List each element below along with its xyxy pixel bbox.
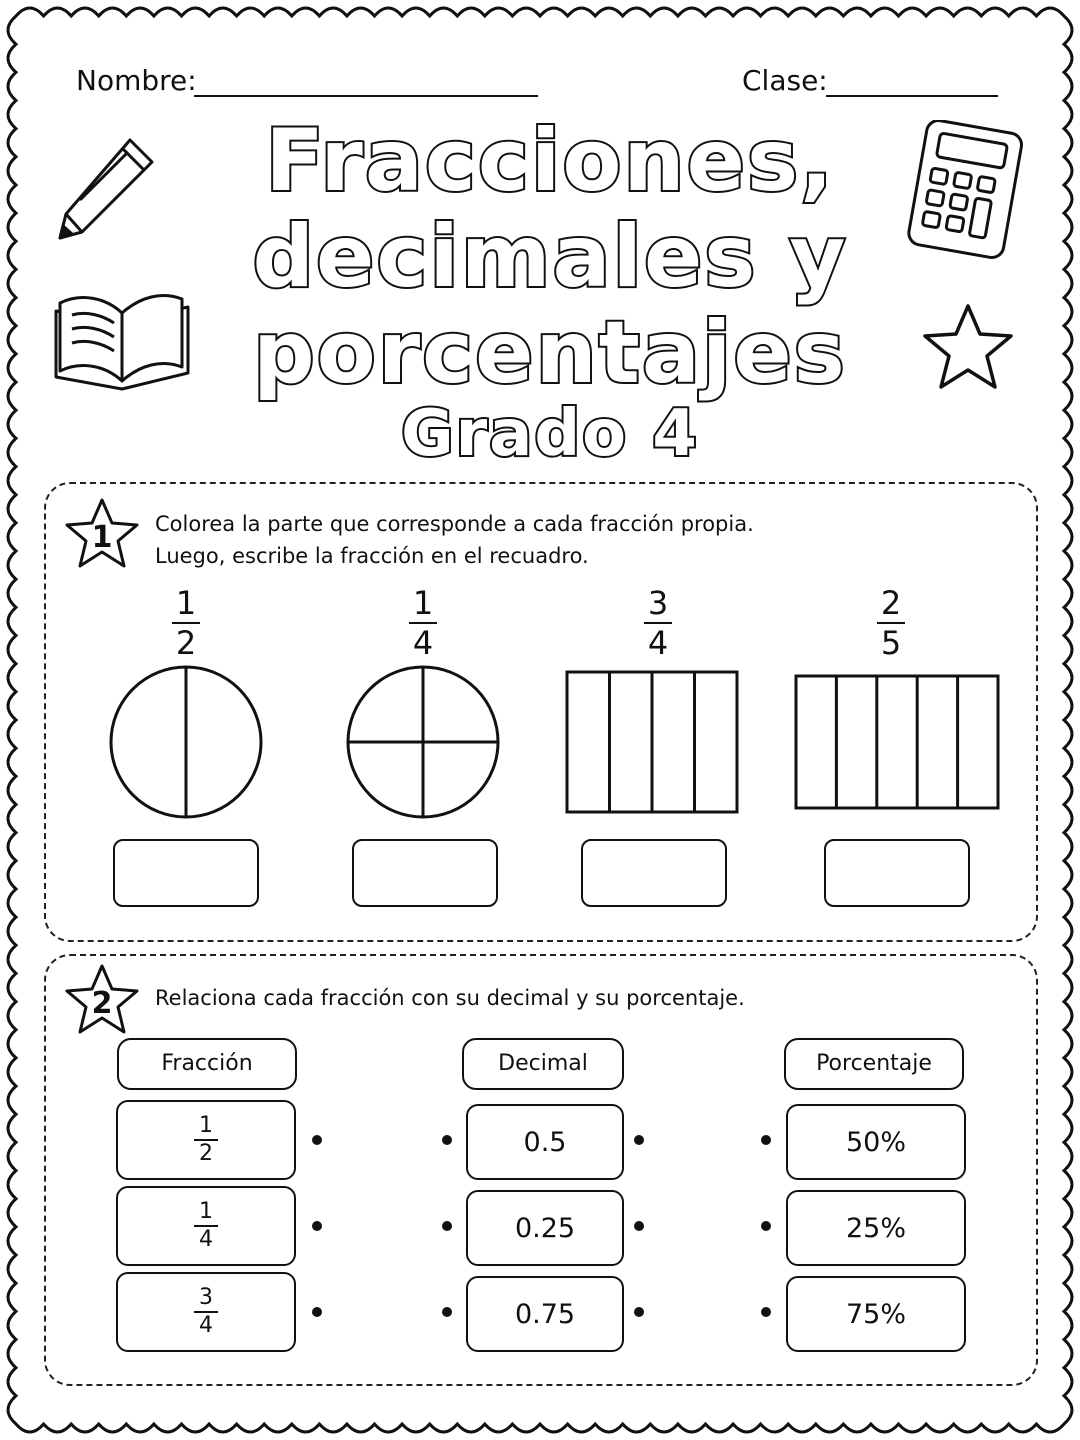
numerator: 1	[199, 1199, 213, 1224]
decimal-cell-3: 0.75	[466, 1276, 624, 1352]
numerator: 2	[880, 584, 902, 622]
pencil-icon	[50, 130, 165, 245]
answer-box-2[interactable]	[352, 839, 498, 907]
denominator: 2	[199, 1141, 213, 1166]
denominator: 4	[199, 1313, 213, 1338]
denominator: 4	[647, 624, 669, 662]
denominator: 4	[199, 1227, 213, 1252]
section-2-instruction: Relaciona cada fracción con su decimal y su porcentaje.	[155, 986, 745, 1010]
match-dot[interactable]	[634, 1221, 644, 1231]
name-label: Nombre:	[76, 64, 197, 97]
answer-box-4[interactable]	[824, 839, 970, 907]
match-dot[interactable]	[442, 1135, 452, 1145]
fraction-cell-1	[116, 1100, 296, 1180]
name-line[interactable]	[194, 95, 538, 97]
match-dot[interactable]	[312, 1221, 322, 1231]
grade-title: Grado 4	[401, 397, 699, 471]
section-1-number: 1	[91, 520, 113, 555]
header-percent: Porcentaje	[784, 1038, 964, 1090]
match-dot[interactable]	[312, 1307, 322, 1317]
section-1-instruction-1: Colorea la parte que corresponde a cada fracción propia.	[155, 512, 754, 536]
decimal-cell-1: 0.5	[466, 1104, 624, 1180]
header-decimal: Decimal	[462, 1038, 624, 1090]
rectangle-fourths[interactable]	[565, 670, 739, 814]
numerator: 1	[199, 1113, 213, 1138]
percent-cell-3: 75%	[786, 1276, 966, 1352]
match-dot[interactable]	[634, 1135, 644, 1145]
section-1-instruction-2: Luego, escribe la fracción en el recuadro.	[155, 544, 589, 568]
numerator: 1	[175, 584, 197, 622]
section-2-number: 2	[91, 986, 113, 1021]
class-line[interactable]	[826, 95, 998, 97]
circle-halves[interactable]	[108, 664, 264, 820]
numerator: 3	[647, 584, 669, 622]
answer-box-1[interactable]	[113, 839, 259, 907]
fraction-label-3	[628, 586, 688, 660]
fraction-cell-3	[116, 1272, 296, 1352]
fraction-cell-2	[116, 1186, 296, 1266]
numerator: 1	[412, 584, 434, 622]
percent-cell-2: 25%	[786, 1190, 966, 1266]
title-line-3: porcentajes	[253, 303, 847, 403]
match-dot[interactable]	[634, 1307, 644, 1317]
match-dot[interactable]	[312, 1135, 322, 1145]
header-fraction: Fracción	[117, 1038, 297, 1090]
class-label: Clase:	[742, 64, 828, 97]
decimal-cell-2: 0.25	[466, 1190, 624, 1266]
match-dot[interactable]	[761, 1135, 771, 1145]
fraction-label-4	[861, 586, 921, 660]
match-dot[interactable]	[761, 1221, 771, 1231]
star-icon	[918, 300, 1018, 395]
denominator: 4	[412, 624, 434, 662]
rectangle-fifths[interactable]	[794, 674, 1000, 810]
answer-box-3[interactable]	[581, 839, 727, 907]
denominator: 2	[175, 624, 197, 662]
fraction-label-1	[156, 586, 216, 660]
title-line-1: Fracciones,	[265, 111, 835, 211]
match-dot[interactable]	[442, 1221, 452, 1231]
book-icon	[50, 285, 195, 395]
match-dot[interactable]	[442, 1307, 452, 1317]
match-dot[interactable]	[761, 1307, 771, 1317]
calculator-icon	[905, 120, 1025, 260]
title-line-2: decimales y	[252, 207, 848, 307]
percent-cell-1: 50%	[786, 1104, 966, 1180]
circle-quarters[interactable]	[345, 664, 501, 820]
numerator: 3	[199, 1285, 213, 1310]
fraction-label-2	[393, 586, 453, 660]
denominator: 5	[880, 624, 902, 662]
